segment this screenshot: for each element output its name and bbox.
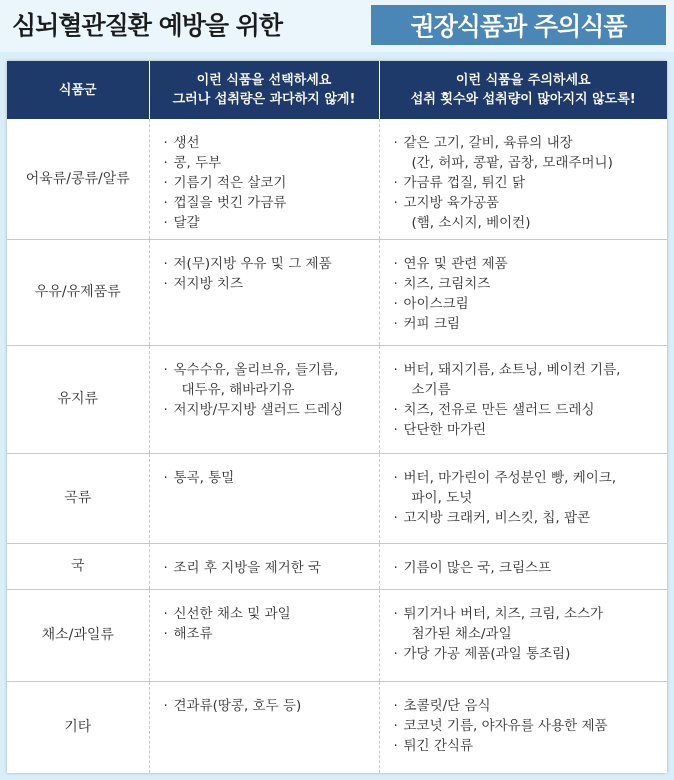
food-group-cell: 채소/과일류 <box>7 589 149 681</box>
recommended-cell <box>149 239 379 345</box>
list-item: · 저지방/무지방 샐러드 드레싱 <box>164 400 373 420</box>
table-row <box>7 681 667 773</box>
food-group-cell: 유지류 <box>7 345 149 453</box>
list-item: · 저지방 치즈 <box>164 274 373 294</box>
title-bar <box>0 0 674 52</box>
list-item: · 연유 및 관련 제품 <box>394 254 662 274</box>
food-guide-table <box>7 61 667 773</box>
caution-list <box>380 696 668 756</box>
list-item: · 통곡, 통밀 <box>164 468 373 488</box>
list-item: · 같은 고기, 갈비, 육류의 내장 <box>394 133 662 153</box>
list-item: · 버터, 돼지기름, 쇼트닝, 베이컨 기름, <box>394 360 662 380</box>
list-item: · 저(무)지방 우유 및 그 제품 <box>164 254 373 274</box>
list-item: 대두유, 해바라기유 <box>181 381 295 398</box>
header-recommended-line-1: 이런 식품을 선택하세요 <box>196 73 332 88</box>
recommended-list <box>150 360 379 420</box>
caution-cell <box>379 543 667 589</box>
header-caution-line-1: 이런 식품을 주의하세요 <box>455 73 591 88</box>
list-item: · 치즈, 전유로 만든 샐러드 드레싱 <box>394 400 662 420</box>
recommended-cell <box>149 345 379 453</box>
recommended-list <box>150 558 379 578</box>
list-item: · 콩, 두부 <box>164 153 373 173</box>
caution-list <box>380 360 668 440</box>
list-item: · 코코넛 기름, 야자유를 사용한 제품 <box>394 716 662 736</box>
table-row <box>7 345 667 453</box>
caution-list <box>380 254 668 334</box>
table-row <box>7 543 667 589</box>
caution-cell <box>379 681 667 773</box>
header-food-group-label: 식품군 <box>58 82 97 98</box>
list-item: · 옥수수유, 올리브유, 들기름, <box>164 360 373 380</box>
recommended-cell <box>149 543 379 589</box>
list-item: · 아이스크림 <box>394 294 662 314</box>
recommended-list <box>150 468 379 488</box>
list-item: · 견과류(땅콩, 호두 등) <box>164 696 373 716</box>
list-item: (간, 허파, 콩팥, 곱창, 모래주머니) <box>411 155 613 171</box>
food-group-cell: 국 <box>7 543 149 589</box>
header-food-group <box>7 61 149 119</box>
food-group-cell: 기타 <box>7 681 149 773</box>
list-item: · 생선 <box>164 133 373 153</box>
recommended-cell <box>149 119 379 239</box>
list-item: 파이, 도넛 <box>411 489 473 506</box>
list-item: · 조리 후 지방을 제거한 국 <box>164 558 373 578</box>
table-row <box>7 119 667 239</box>
table-row <box>7 589 667 681</box>
recommended-list <box>150 604 379 644</box>
caution-list <box>380 558 668 578</box>
page-title: 심뇌혈관질환 예방을 위한 <box>12 11 283 40</box>
list-item: · 커피 크림 <box>394 314 662 334</box>
list-item: (햄, 소시지, 베이컨) <box>411 215 531 231</box>
table-row <box>7 239 667 345</box>
header-caution-line-2: 섭취 횟수와 섭취량이 많아지지 않도록! <box>410 92 636 107</box>
recommended-cell <box>149 589 379 681</box>
list-item: · 해조류 <box>164 624 373 644</box>
food-table-card <box>7 61 667 773</box>
list-item: · 고지방 크래커, 비스킷, 칩, 팝콘 <box>394 508 662 528</box>
caution-cell <box>379 453 667 543</box>
page-title-highlight: 권장식품과 주의식품 <box>371 5 666 45</box>
list-item: · 튀긴 간식류 <box>394 736 662 756</box>
list-item: · 가금류 껍질, 튀긴 닭 <box>394 173 662 193</box>
header-recommended-line-2: 그러나 섭취량은 과다하지 않게! <box>172 92 356 107</box>
food-group-cell: 어육류/콩류/알류 <box>25 170 130 187</box>
list-item: · 고지방 육가공품 <box>394 193 662 213</box>
recommended-cell <box>149 453 379 543</box>
recommended-list <box>150 133 379 233</box>
list-item: · 치즈, 크림치즈 <box>394 274 662 294</box>
recommended-list <box>150 696 379 716</box>
list-item: · 가당 가공 제품(과일 통조림) <box>394 644 662 664</box>
list-item: · 껍질을 벗긴 가금류 <box>164 193 373 213</box>
list-item: · 초콜릿/단 음식 <box>394 696 662 716</box>
list-item: · 기름이 많은 국, 크림스프 <box>394 558 662 578</box>
list-item: · 신선한 채소 및 과일 <box>164 604 373 624</box>
list-item: · 달걀 <box>164 213 373 233</box>
food-group-cell: 곡류 <box>7 453 149 543</box>
recommended-list <box>150 254 379 294</box>
recommended-cell <box>149 681 379 773</box>
list-item: · 단단한 마가린 <box>394 420 662 440</box>
header-caution <box>379 61 667 119</box>
table-header-row <box>7 61 667 119</box>
list-item: · 버터, 마가린이 주성분인 빵, 케이크, <box>394 468 662 488</box>
caution-cell <box>379 119 667 239</box>
list-item: 첨가된 채소/과일 <box>411 625 512 642</box>
caution-list <box>380 604 668 664</box>
caution-cell <box>379 589 667 681</box>
list-item: · 기름기 적은 살코기 <box>164 173 373 193</box>
caution-list <box>380 468 668 528</box>
caution-list <box>380 133 668 233</box>
list-item: 소기름 <box>411 381 451 398</box>
header-recommended <box>149 61 379 119</box>
food-group-cell: 우유/유제품류 <box>7 239 149 345</box>
caution-cell <box>379 345 667 453</box>
table-row <box>7 453 667 543</box>
list-item: · 튀기거나 버터, 치즈, 크림, 소스가 <box>394 604 662 624</box>
caution-cell <box>379 239 667 345</box>
